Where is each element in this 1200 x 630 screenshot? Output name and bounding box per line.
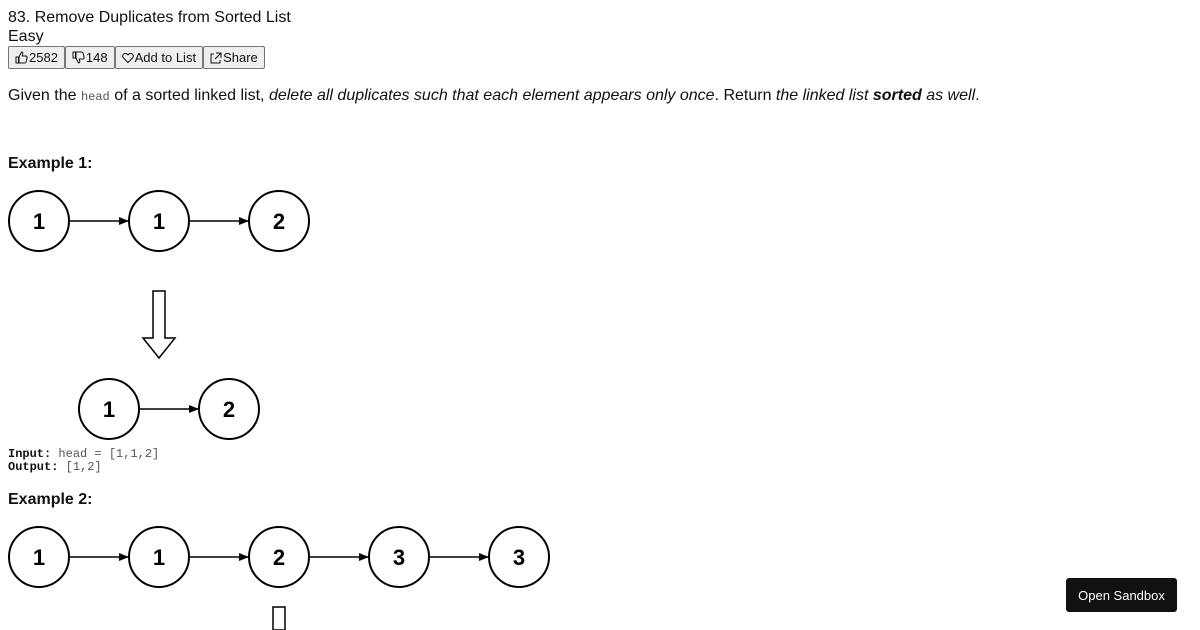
desc-strong: sorted (872, 87, 922, 104)
node-value: 2 (222, 397, 236, 422)
list-node (249, 527, 309, 587)
node-value: 2 (272, 545, 286, 570)
share-label: Share (223, 50, 258, 65)
list-node (199, 379, 259, 439)
list-node (369, 527, 429, 587)
add-to-list-button[interactable] (115, 46, 203, 69)
input-value: head = [1,1,2] (51, 447, 160, 461)
list-node (9, 527, 69, 587)
desc-text: . Return (714, 87, 776, 104)
transform-arrow-icon (143, 291, 175, 358)
dislike-button[interactable] (65, 46, 115, 69)
open-sandbox-button[interactable]: Open Sandbox (1066, 578, 1177, 612)
input-label: Input: (8, 447, 52, 461)
node-value: 1 (102, 397, 116, 422)
list-node (9, 191, 69, 251)
desc-emphasis (776, 87, 975, 104)
like-button[interactable] (8, 46, 65, 69)
node-value: 3 (512, 545, 526, 570)
node-value: 1 (152, 545, 166, 570)
example-1-diagram (8, 190, 328, 440)
share-icon (210, 52, 222, 64)
heart-icon (122, 52, 134, 64)
desc-text: . (975, 87, 980, 104)
problem-page (8, 8, 1192, 570)
node-value: 1 (32, 545, 46, 570)
node-value: 2 (272, 209, 286, 234)
node-value: 3 (392, 545, 406, 570)
desc-emphasis-text: the linked list (775, 87, 873, 104)
desc-emphasis: delete all duplicates such that each element appears only once (268, 87, 715, 104)
desc-emphasis-text: as well (921, 87, 976, 104)
output-value: [1,2] (58, 460, 102, 474)
list-node (129, 527, 189, 587)
problem-description (8, 86, 1192, 107)
list-node (489, 527, 549, 587)
difficulty-label: Easy (8, 28, 44, 45)
example-2-diagram (8, 526, 568, 630)
example-2-title: Example 2: (8, 491, 93, 508)
example-1-io (8, 448, 159, 474)
head-code: head (80, 90, 110, 104)
list-node (249, 191, 309, 251)
desc-text: of a sorted linked list, (109, 87, 269, 104)
list-node (79, 379, 139, 439)
thumbs-down-icon (72, 51, 85, 64)
add-to-list-label: Add to List (134, 50, 197, 65)
node-value: 1 (32, 209, 46, 234)
thumbs-up-icon (15, 51, 28, 64)
dislike-count: 148 (85, 50, 108, 65)
output-label: Output: (8, 460, 59, 474)
list-node (129, 191, 189, 251)
share-button[interactable] (203, 46, 265, 69)
example-1-title: Example 1: (8, 155, 93, 172)
problem-title: 83. Remove Duplicates from Sorted List (8, 9, 291, 26)
node-value: 1 (152, 209, 166, 234)
transform-arrow-icon (273, 607, 285, 630)
desc-text: Given the (8, 87, 81, 104)
action-bar (8, 46, 1192, 69)
like-count: 2582 (29, 50, 58, 65)
